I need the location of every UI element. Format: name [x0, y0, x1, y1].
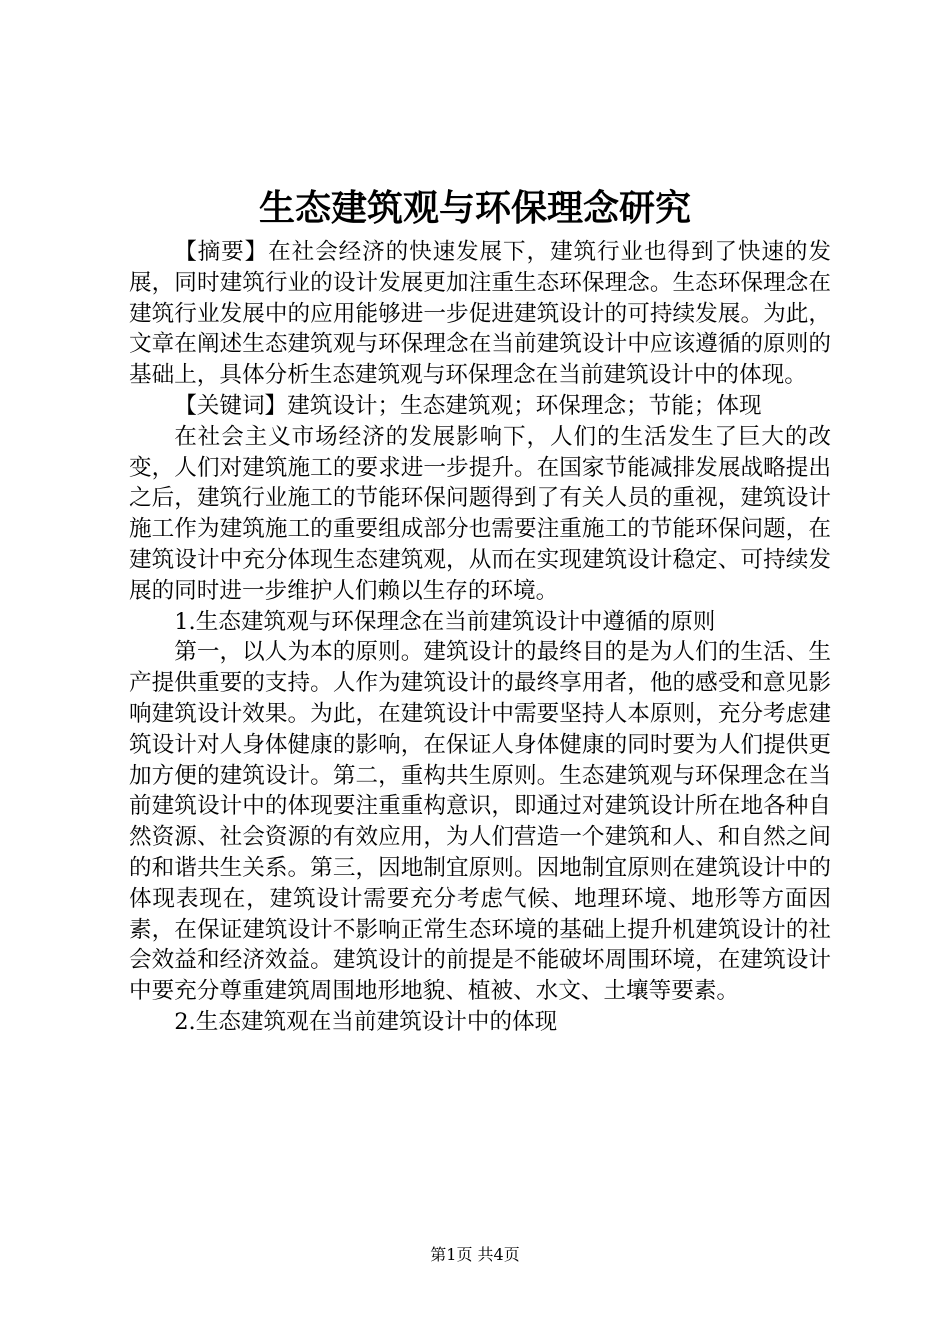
- intro-paragraph: 在社会主义市场经济的发展影响下，人们的生活发生了巨大的改变，人们对建筑施工的要求进一步提升。在国家节能减排发展战略提出之后，建筑行业施工的节能环保问题得到了有关人员的重视，建筑设计施工作为建筑施工的重要组成部分也需要注重施工的节能环保问题，在建筑设计中充分体现生态建筑观，从而在实现建筑设计稳定、可持续发展的同时进一步维护人们赖以生存的环境。: [129, 423, 831, 604]
- section-heading-1: 1.生态建筑观与环保理念在当前建筑设计中遵循的原则: [174, 608, 716, 635]
- keywords-paragraph: 【关键词】建筑设计；生态建筑观；环保理念；节能；体现: [174, 392, 762, 419]
- abstract-paragraph: 【摘要】在社会经济的快速发展下，建筑行业也得到了快速的发展，同时建筑行业的设计发展更加注重生态环保理念。生态环保理念在建筑行业发展中的应用能够进一步促进建筑设计的可持续发展。为此，文章在阐述生态建筑观与环保理念在当前建筑设计中应该遵循的原则的基础上，具体分析生态建筑观与环保理念在当前建筑设计中的体现。: [129, 239, 831, 389]
- document-body: [129, 237, 831, 1038]
- section-heading-2: 2.生态建筑观在当前建筑设计中的体现: [174, 1008, 558, 1035]
- page-footer: 第1页 共4页: [430, 1245, 520, 1264]
- principles-paragraph: 第一，以人为本的原则。建筑设计的最终目的是为人们的生活、生产提供重要的支持。人作为建筑设计的最终享用者，他的感受和意见影响建筑设计效果。为此，在建筑设计中需要坚持人本原则，充分考虑建筑设计对人身体健康的影响，在保证人身体健康的同时要为人们提供更加方便的建筑设计。第二，重构共生原则。生态建筑观与环保理念在当前建筑设计中的体现要注重重构意识，即通过对建筑设计所在地各种自然资源、社会资源的有效应用，为人们营造一个建筑和人、和自然之间的和谐共生关系。第三，因地制宜原则。因地制宜原则在建筑设计中的体现表现在，建筑设计需要充分考虑气候、地理环境、地形等方面因素，在保证建筑设计不影响正常生态环境的基础上提升机建筑设计的社会效益和经济效益。建筑设计的前提是不能破坏周围环境，在建筑设计中要充分尊重建筑周围地形地貌、植被、水文、土壤等要素。: [129, 639, 831, 1005]
- document-title: 生态建筑观与环保理念研究: [258, 187, 691, 229]
